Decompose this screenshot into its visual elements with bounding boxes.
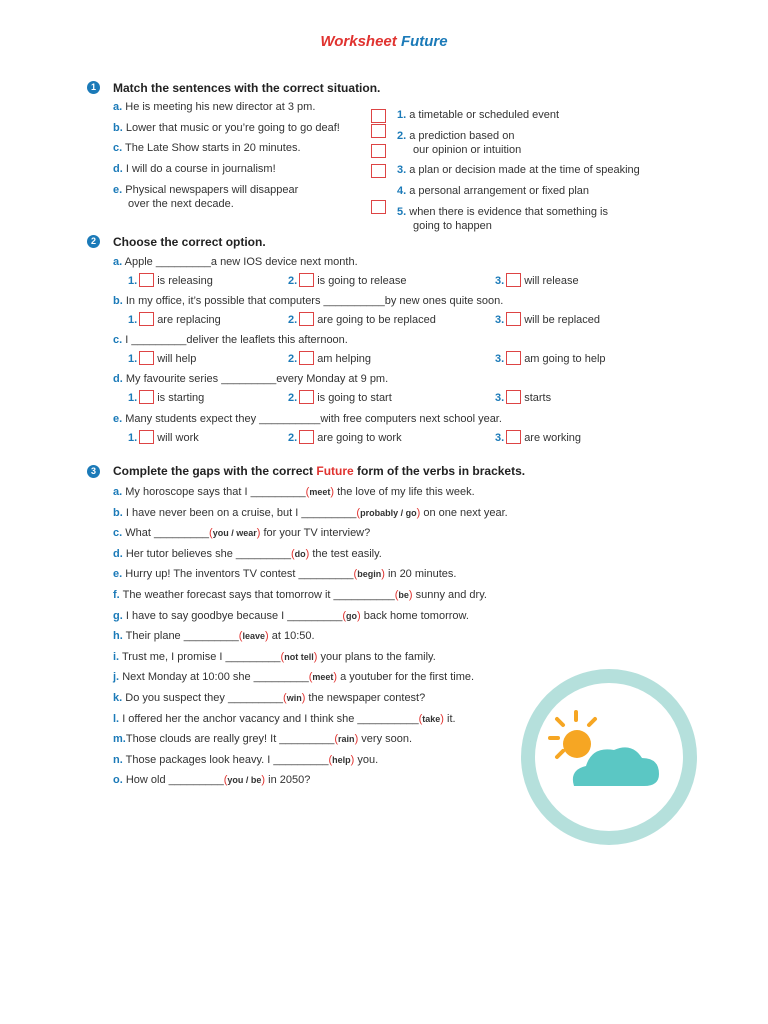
option-checkbox[interactable] <box>299 273 314 287</box>
option-item[interactable] <box>128 430 199 445</box>
situation-number: 4. <box>397 185 407 197</box>
item-letter: a. <box>113 256 123 268</box>
sun-cloud-icon <box>514 662 704 852</box>
item-text: Those packages look heavy. I _________ <box>125 753 329 766</box>
option-checkbox[interactable] <box>506 351 521 365</box>
bracket: ( <box>290 547 295 560</box>
item-letter: b. <box>113 122 123 134</box>
item-text: back home tomorrow. <box>360 609 469 622</box>
bracket: ( <box>334 733 339 746</box>
situation-text-continued: our opinion or intuition <box>413 144 522 156</box>
item-text: the test easily. <box>309 547 382 560</box>
item-letter: e. <box>113 568 123 581</box>
situation-item <box>397 185 589 198</box>
page-title <box>0 33 768 50</box>
option-label: will help <box>157 353 197 365</box>
item-letter: k. <box>113 692 123 704</box>
item-text: What _________ <box>125 527 210 540</box>
gap-fill-item <box>113 651 436 664</box>
bracket: ) <box>354 733 359 746</box>
option-number: 2. <box>288 275 298 287</box>
item-letter: g. <box>113 609 123 622</box>
verb-hint: not tell <box>284 651 314 662</box>
item-text: very soon. <box>358 733 413 746</box>
bracket: ( <box>308 671 313 684</box>
option-number: 1. <box>128 432 138 444</box>
item-letter: a. <box>113 101 123 113</box>
item-letter: h. <box>113 630 123 643</box>
gap-fill-item <box>113 568 456 581</box>
verb-hint: leave <box>242 631 265 642</box>
option-checkbox[interactable] <box>299 430 314 444</box>
sentence-text-continued: over the next decade. <box>128 198 234 210</box>
item-letter: c. <box>113 142 123 154</box>
bracket: ( <box>305 486 310 498</box>
item-text: The weather forecast says that tomorrow it __________ <box>122 589 395 601</box>
option-number: 1. <box>128 275 138 287</box>
situation-number: 3. <box>397 164 407 176</box>
option-number: 3. <box>495 353 505 365</box>
item-letter: n. <box>113 753 123 766</box>
option-label: am going to help <box>524 353 606 365</box>
item-letter: e. <box>113 413 123 425</box>
item-text: Those clouds are really grey! It _________ <box>125 733 335 746</box>
situation-item <box>397 130 514 143</box>
option-checkbox[interactable] <box>139 351 154 365</box>
verb-hint: win <box>286 693 302 703</box>
item-letter: b. <box>113 295 123 307</box>
option-label: will be replaced <box>524 314 601 326</box>
item-letter: i. <box>113 650 120 663</box>
gap-fill-item <box>113 589 487 602</box>
option-number: 2. <box>288 353 298 365</box>
option-label: is releasing <box>157 275 213 287</box>
option-label: am helping <box>317 353 372 365</box>
gap-fill-item <box>113 610 469 623</box>
bracket: ) <box>350 753 355 766</box>
gap-fill-item <box>113 692 425 705</box>
situation-text: when there is evidence that something is <box>409 206 608 218</box>
bracket: ( <box>342 609 347 622</box>
answer-box[interactable] <box>371 164 386 178</box>
gap-fill-item <box>113 713 456 726</box>
bracket: ( <box>353 568 358 581</box>
section-number-badge: 3 <box>87 465 100 478</box>
bracket: ) <box>440 712 444 725</box>
situation-text: a plan or decision made at the time of speaking <box>409 164 640 176</box>
situation-item <box>397 109 559 122</box>
item-letter: f. <box>113 589 120 601</box>
option-item[interactable] <box>288 273 406 288</box>
sun <box>563 730 591 758</box>
bracket: ) <box>357 609 361 622</box>
question-text: My favourite series _________every Monday at 9 pm. <box>125 373 389 385</box>
section-heading <box>113 464 525 478</box>
option-label: is going to release <box>317 275 407 287</box>
situation-item <box>397 164 640 177</box>
heading-text: Complete the gaps with the correct <box>113 464 317 478</box>
option-label: are replacing <box>157 314 221 326</box>
option-label: will work <box>157 432 199 444</box>
item-text: the love of my life this week. <box>334 486 475 498</box>
item-text: Her tutor believes she _________ <box>125 547 291 560</box>
item-text: Trust me, I promise I _________ <box>121 650 281 663</box>
title-worksheet: Worksheet <box>320 33 397 50</box>
option-label: are going to be replaced <box>317 314 436 326</box>
bracket: ) <box>408 589 413 601</box>
situation-number: 1. <box>397 109 407 121</box>
verb-hint: begin <box>357 569 382 580</box>
item-text: Do you suspect they _________ <box>125 692 284 704</box>
heading-future: Future <box>316 464 354 478</box>
bracket: ) <box>301 692 306 704</box>
option-number: 1. <box>128 392 138 404</box>
bracket: ) <box>330 486 335 498</box>
option-label: is going to start <box>317 392 392 404</box>
heading-text: form of the verbs in brackets. <box>353 464 526 478</box>
item-letter: e. <box>113 184 123 196</box>
bracket: ) <box>256 527 261 540</box>
item-text: on one next year. <box>420 506 508 519</box>
question-text: I _________deliver the leaflets this afternoon. <box>125 334 348 346</box>
sentence-item <box>113 122 340 135</box>
option-number: 3. <box>495 392 505 404</box>
item-text: at 10:50. <box>268 630 315 643</box>
bracket: ( <box>223 774 228 787</box>
question-text: Many students expect they __________with free computers next school year. <box>125 413 502 425</box>
option-number: 2. <box>288 392 298 404</box>
situation-text-continued: going to happen <box>413 220 492 232</box>
sentence-item <box>113 101 315 114</box>
option-item[interactable] <box>495 430 581 445</box>
sentence-text: Physical newspapers will disappear <box>125 184 299 196</box>
situation-text: a timetable or scheduled event <box>409 109 560 121</box>
option-number: 2. <box>288 314 298 326</box>
section-number-badge: 1 <box>87 81 100 94</box>
bracket: ( <box>283 692 287 704</box>
option-item[interactable] <box>288 312 436 327</box>
section-number-badge: 2 <box>87 235 100 248</box>
item-text: I have never been on a cruise, but I _________ <box>125 506 357 519</box>
sentence-item <box>113 184 298 197</box>
question-item <box>113 373 388 386</box>
option-checkbox[interactable] <box>299 312 314 326</box>
item-letter: d. <box>113 373 123 385</box>
item-text: for your TV interview? <box>260 527 371 540</box>
item-text: I have to say goodbye because I _________ <box>125 609 343 622</box>
verb-hint: meet <box>312 672 334 683</box>
verb-hint: be <box>398 590 409 600</box>
bracket: ) <box>313 650 318 663</box>
item-text: the newspaper contest? <box>305 692 426 704</box>
option-item[interactable] <box>495 312 600 327</box>
option-item[interactable] <box>288 390 392 405</box>
answer-box[interactable] <box>371 124 386 138</box>
option-number: 3. <box>495 275 505 287</box>
question-text: Apple _________a new IOS device next month. <box>124 256 358 268</box>
question-item <box>113 295 503 308</box>
option-item[interactable] <box>495 390 551 405</box>
verb-hint: rain <box>338 734 355 745</box>
sentence-item <box>113 142 301 155</box>
item-letter: m. <box>113 733 126 746</box>
sentence-text: He is meeting his new director at 3 pm. <box>125 101 316 113</box>
option-label: will release <box>524 275 579 287</box>
bracket: ( <box>328 753 333 766</box>
item-letter: c. <box>113 527 123 540</box>
weather-illustration <box>514 662 704 857</box>
situation-text: a personal arrangement or fixed plan <box>409 185 590 197</box>
option-item[interactable] <box>128 273 213 288</box>
item-text: My horoscope says that I _________ <box>125 486 306 498</box>
answer-box[interactable] <box>371 144 386 158</box>
item-text: I offered her the anchor vacancy and I think she __________ <box>122 712 419 725</box>
bracket: ) <box>261 774 266 787</box>
title-future: Future <box>400 33 448 50</box>
option-checkbox[interactable] <box>299 351 314 365</box>
option-checkbox[interactable] <box>139 430 154 444</box>
option-checkbox[interactable] <box>506 430 521 444</box>
option-number: 3. <box>495 314 505 326</box>
bracket: ( <box>280 650 285 663</box>
item-letter: a. <box>113 486 123 498</box>
item-letter: j. <box>113 671 120 684</box>
option-number: 1. <box>128 353 138 365</box>
option-checkbox[interactable] <box>506 273 521 287</box>
item-letter: b. <box>113 506 123 519</box>
item-text: you. <box>354 753 379 766</box>
item-text: Their plane _________ <box>125 630 239 643</box>
item-letter: c. <box>113 334 123 346</box>
gap-fill-item <box>113 733 412 746</box>
option-number: 3. <box>495 432 505 444</box>
situation-number: 2. <box>397 130 407 142</box>
option-item[interactable] <box>128 312 221 327</box>
item-text: sunny and dry. <box>412 589 487 601</box>
sentence-item <box>113 163 276 176</box>
question-item <box>113 334 348 347</box>
gap-fill-item <box>113 548 382 561</box>
section-heading: Match the sentences with the correct situation. <box>113 81 381 95</box>
verb-hint: go <box>346 610 358 621</box>
bracket: ) <box>333 671 338 684</box>
item-text: Next Monday at 10:00 she _________ <box>122 671 309 684</box>
situation-item <box>397 206 608 219</box>
option-checkbox[interactable] <box>139 273 154 287</box>
bracket: ( <box>209 527 213 540</box>
bracket: ) <box>381 568 385 581</box>
option-item[interactable] <box>128 390 204 405</box>
verb-hint: do <box>294 548 306 559</box>
option-item[interactable] <box>495 273 579 288</box>
question-text: In my office, it’s possible that computers __________by new ones quite soon. <box>125 295 504 307</box>
option-label: are going to work <box>317 432 402 444</box>
bracket: ( <box>238 630 243 643</box>
item-text: How old _________ <box>125 774 224 787</box>
verb-hint: take <box>422 713 441 724</box>
item-text: your plans to the family. <box>317 650 436 663</box>
option-checkbox[interactable] <box>506 312 521 326</box>
section-heading: Choose the correct option. <box>113 235 266 249</box>
bracket: ) <box>416 506 421 519</box>
item-letter: d. <box>113 163 123 175</box>
option-label: starts <box>524 392 552 404</box>
item-letter: d. <box>113 547 123 560</box>
gap-fill-item <box>113 630 315 643</box>
option-number: 2. <box>288 432 298 444</box>
verb-hint: you / be <box>227 775 262 786</box>
item-letter: o. <box>113 774 123 787</box>
verb-hint: you / wear <box>212 528 257 539</box>
option-checkbox[interactable] <box>506 390 521 404</box>
question-item <box>113 256 358 269</box>
bracket: ( <box>394 589 399 601</box>
situation-number: 5. <box>397 206 407 218</box>
gap-fill-item <box>113 671 474 684</box>
bracket: ( <box>356 506 361 519</box>
gap-fill-item <box>113 486 475 499</box>
item-text: a youtuber for the first time. <box>337 671 475 684</box>
sentence-text: I will do a course in journalism! <box>125 163 276 175</box>
sentence-text: Lower that music or you’re going to go deaf! <box>125 122 340 134</box>
answer-box[interactable] <box>371 200 386 214</box>
option-item[interactable] <box>288 351 371 366</box>
answer-box[interactable] <box>371 109 386 123</box>
option-checkbox[interactable] <box>139 312 154 326</box>
option-label: is starting <box>157 392 205 404</box>
verb-hint: probably / go <box>360 507 417 518</box>
item-letter: l. <box>113 712 120 725</box>
bracket: ) <box>305 547 310 560</box>
item-text: in 20 minutes. <box>384 568 457 581</box>
verb-hint: help <box>332 754 351 765</box>
item-text: Hurry up! The inventors TV contest _________ <box>125 568 354 581</box>
situation-text: a prediction based on <box>409 130 515 142</box>
option-checkbox[interactable] <box>139 390 154 404</box>
item-text: in 2050? <box>265 774 311 787</box>
option-item[interactable] <box>128 351 196 366</box>
option-checkbox[interactable] <box>299 390 314 404</box>
bracket: ( <box>418 712 423 725</box>
gap-fill-item <box>113 507 508 520</box>
option-item[interactable] <box>288 430 402 445</box>
bracket: ) <box>265 630 269 643</box>
option-item[interactable] <box>495 351 606 366</box>
gap-fill-item <box>113 774 310 787</box>
gap-fill-item <box>113 754 378 767</box>
verb-hint: meet <box>309 487 331 497</box>
option-label: are working <box>524 432 582 444</box>
option-number: 1. <box>128 314 138 326</box>
item-text: it. <box>443 712 456 725</box>
question-item <box>113 413 502 426</box>
sentence-text: The Late Show starts in 20 minutes. <box>125 142 301 154</box>
gap-fill-item <box>113 527 370 540</box>
